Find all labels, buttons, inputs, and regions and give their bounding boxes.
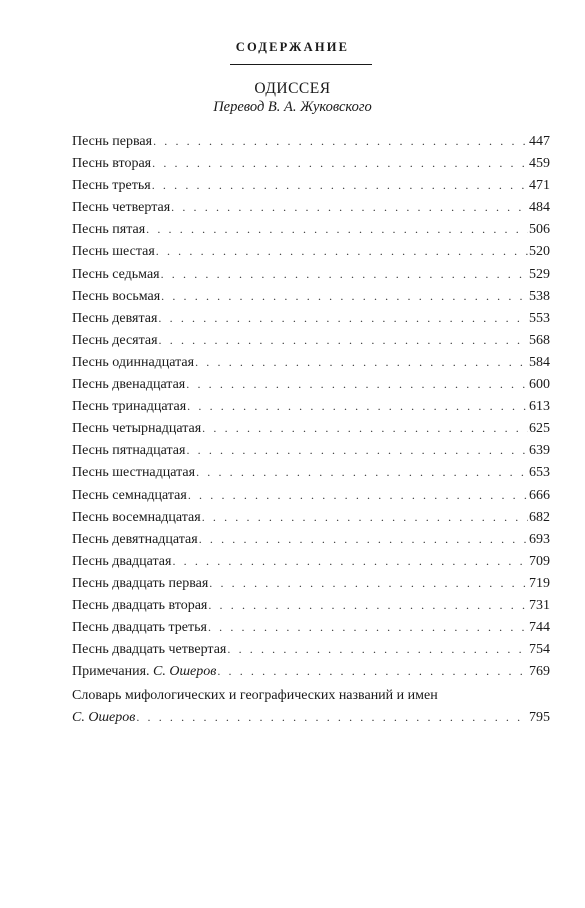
- toc-entry-page: 639: [529, 443, 550, 459]
- work-translator: Перевод В. А. Жуковского: [213, 99, 372, 115]
- toc-entry-page: 568: [529, 332, 550, 348]
- toc-entry-title: Песнь седьмая: [72, 266, 160, 282]
- toc-entry[interactable]: [72, 506, 550, 528]
- toc-entry[interactable]: [72, 594, 550, 616]
- toc-entry-title: Песнь восьмая: [72, 288, 161, 304]
- toc-entry[interactable]: [72, 329, 550, 351]
- dot-leader: [186, 373, 528, 395]
- toc-entry-page: 666: [529, 487, 550, 503]
- toc-entry-page: 459: [529, 156, 550, 172]
- toc-entry[interactable]: [72, 263, 550, 285]
- toc-entry[interactable]: [72, 196, 550, 218]
- toc-entry-title: Песнь двадцатая: [72, 553, 172, 569]
- toc-entry-title: Песнь третья: [72, 178, 151, 194]
- toc-entry-page: 744: [529, 620, 550, 636]
- dot-leader: [152, 174, 528, 196]
- toc-entry-title: Песнь четвертая: [72, 200, 171, 216]
- toc-entry[interactable]: [72, 616, 550, 638]
- toc-entry-title: Песнь шестнадцатая: [72, 465, 196, 481]
- toc-entry[interactable]: [72, 550, 550, 572]
- dot-leader: [156, 240, 528, 262]
- toc-entry-page: 600: [529, 377, 550, 393]
- toc-entry-page: 769: [529, 664, 550, 679]
- toc-entry-title: Песнь семнадцатая: [72, 487, 187, 503]
- toc-entry[interactable]: [72, 307, 550, 329]
- toc-entry-page: 731: [529, 597, 550, 613]
- dot-leader: [217, 660, 528, 682]
- toc-entry-page: 754: [529, 642, 550, 658]
- toc-entry-title: Песнь пятая: [72, 222, 146, 238]
- toc-entry-title: Песнь тринадцатая: [72, 399, 187, 415]
- dot-leader: [202, 506, 528, 528]
- dot-leader: [171, 196, 528, 218]
- toc-entry-title: Примечания. С. Ошеров: [72, 664, 217, 679]
- dot-leader: [161, 285, 528, 307]
- toc-entry-page: 520: [529, 244, 550, 260]
- toc-entry[interactable]: [72, 484, 550, 506]
- toc-entry[interactable]: [72, 174, 550, 196]
- toc-entry-title: Песнь двадцать вторая: [72, 597, 208, 613]
- toc-entry-title: Песнь одиннадцатая: [72, 354, 195, 370]
- toc-entry[interactable]: [72, 461, 550, 483]
- toc-entry-notes[interactable]: [72, 660, 550, 682]
- toc-entry[interactable]: [72, 528, 550, 550]
- dot-leader: [187, 395, 528, 417]
- toc-entry-page: 709: [529, 553, 550, 569]
- toc-entry-dictionary[interactable]: [72, 686, 550, 728]
- toc-entry-title: Словарь мифологических и географических названий и имен: [72, 688, 438, 703]
- toc-entry-page: 447: [529, 134, 550, 149]
- toc-entry-page: 625: [529, 421, 550, 437]
- dot-leader: [202, 417, 528, 439]
- toc-entry[interactable]: [72, 439, 550, 461]
- toc-entry-title: Песнь пятнадцатая: [72, 443, 186, 459]
- dot-leader: [172, 550, 528, 572]
- dot-leader: [227, 638, 528, 660]
- toc-entry-title: Песнь двенадцатая: [72, 377, 186, 393]
- toc-entry-page: 653: [529, 465, 550, 481]
- toc-entry-page: 471: [529, 178, 550, 194]
- toc-entry-title: Песнь девятнадцатая: [72, 531, 198, 547]
- toc-entry[interactable]: [72, 152, 550, 174]
- dot-leader: [152, 152, 528, 174]
- dot-leader: [146, 218, 528, 240]
- toc-list: [72, 130, 550, 660]
- dot-leader: [158, 307, 528, 329]
- toc-entry-title: Песнь шестая: [72, 244, 155, 260]
- toc-entry[interactable]: [72, 285, 550, 307]
- toc-entry[interactable]: [72, 218, 550, 240]
- dot-leader: [136, 706, 528, 728]
- toc-entry-page: 538: [529, 288, 550, 304]
- toc-entry-title: Песнь двадцать четвертая: [72, 642, 227, 658]
- toc-entry-page: 553: [529, 310, 550, 326]
- dot-leader: [209, 572, 528, 594]
- toc-entry[interactable]: [72, 351, 550, 373]
- dot-leader: [199, 528, 528, 550]
- toc-entry-title: Песнь четырнадцатая: [72, 421, 202, 437]
- dot-leader: [195, 351, 528, 373]
- dot-leader: [188, 484, 528, 506]
- toc-entry[interactable]: [72, 373, 550, 395]
- dot-leader: [153, 130, 528, 152]
- dot-leader: [161, 263, 528, 285]
- toc-entry[interactable]: [72, 395, 550, 417]
- toc-entry-author: С. Ошеров: [72, 710, 136, 725]
- toc-entry[interactable]: [72, 417, 550, 439]
- toc-entry[interactable]: [72, 240, 550, 262]
- heading-rule: [230, 64, 372, 65]
- toc-entry-title: Песнь двадцать первая: [72, 575, 209, 591]
- toc-entry-title: Песнь первая: [72, 134, 153, 149]
- dot-leader: [196, 461, 528, 483]
- contents-heading: СОДЕРЖАНИЕ: [235, 40, 350, 54]
- toc-entry[interactable]: [72, 638, 550, 660]
- dot-leader: [208, 594, 528, 616]
- toc-entry-page: 584: [529, 354, 550, 370]
- toc-entry-title: Песнь вторая: [72, 156, 152, 172]
- toc-entry-page: 795: [529, 710, 550, 725]
- toc-entry-page: 682: [529, 509, 550, 525]
- toc-entry[interactable]: [72, 130, 550, 152]
- toc-entry-page: 693: [529, 531, 550, 547]
- toc-entry-page: 484: [529, 200, 550, 216]
- dot-leader: [208, 616, 528, 638]
- toc-entry-page: 719: [529, 575, 550, 591]
- toc-entry[interactable]: [72, 572, 550, 594]
- toc-entry-title: Песнь восемнадцатая: [72, 509, 201, 525]
- toc-entry-title: Песнь десятая: [72, 332, 158, 348]
- toc-entry-title: Песнь двадцать третья: [72, 620, 207, 636]
- toc-entry-page: 529: [529, 266, 550, 282]
- dot-leader: [186, 439, 528, 461]
- toc-entry-page: 506: [529, 222, 550, 238]
- toc-entry-title: Песнь девятая: [72, 310, 158, 326]
- toc-entry-page: 613: [529, 399, 550, 415]
- work-title: ОДИССЕЯ: [254, 80, 331, 97]
- dot-leader: [159, 329, 528, 351]
